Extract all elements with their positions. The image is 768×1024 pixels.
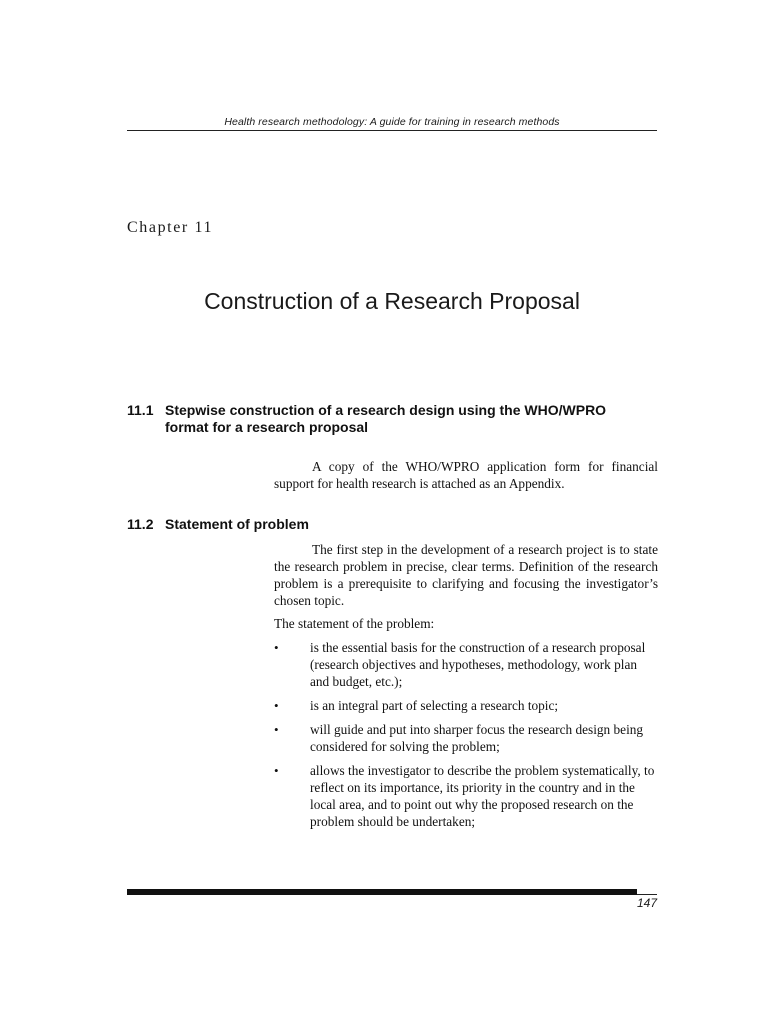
running-header: Health research methodology: A guide for training in research methods [224, 116, 560, 128]
paragraph [274, 541, 658, 609]
list-item-text: allows the investigator to describe the problem systematically, to reflect on its importance, its priority in the country and in the local area, and to point out why the proposed research on the problem should be undertaken; [310, 763, 655, 829]
bullet-icon: • [274, 698, 279, 713]
bullet-icon: • [274, 722, 279, 737]
page-number: 147 [636, 896, 657, 910]
list-item [274, 697, 658, 714]
section-number: 11.2 [127, 516, 154, 532]
section-number: 11.1 [127, 402, 154, 418]
section-heading-11-1 [127, 402, 635, 436]
bullet-list [274, 639, 658, 837]
header-divider [127, 130, 657, 131]
paragraph-text: The first step in the development of a research project is to state the research problem in precise, clear terms. Definition of the research problem is a prerequisite to clarifying and focusing the investigator’s chosen topic. [274, 542, 658, 608]
list-item-text: will guide and put into sharper focus the research design being considered for solving the problem; [310, 722, 644, 754]
footer-bar [127, 889, 637, 895]
paragraph [274, 458, 658, 492]
paragraph [274, 615, 658, 632]
list-item [274, 762, 658, 830]
list-item-text: is an integral part of selecting a research topic; [310, 698, 559, 713]
chapter-label: Chapter 11 [127, 219, 214, 236]
bullet-icon: • [274, 640, 279, 655]
bullet-icon: • [274, 763, 279, 778]
list-item [274, 721, 658, 755]
list-item-text: is the essential basis for the construction of a research proposal (research objectives and hypotheses, methodology, work plan and budget, etc.); [310, 640, 646, 689]
section-title: Stepwise construction of a research design using the WHO/WPRO format for a research proposal [165, 402, 607, 435]
section-heading-11-2 [127, 516, 635, 533]
chapter-title: Construction of a Research Proposal [204, 288, 580, 314]
list-item [274, 639, 658, 690]
paragraph-text: A copy of the WHO/WPRO application form for financial support for health research is attached as an Appendix. [274, 459, 658, 491]
footer-divider [637, 894, 657, 895]
paragraph-text: The statement of the problem: [274, 616, 435, 631]
section-title: Statement of problem [165, 516, 309, 532]
